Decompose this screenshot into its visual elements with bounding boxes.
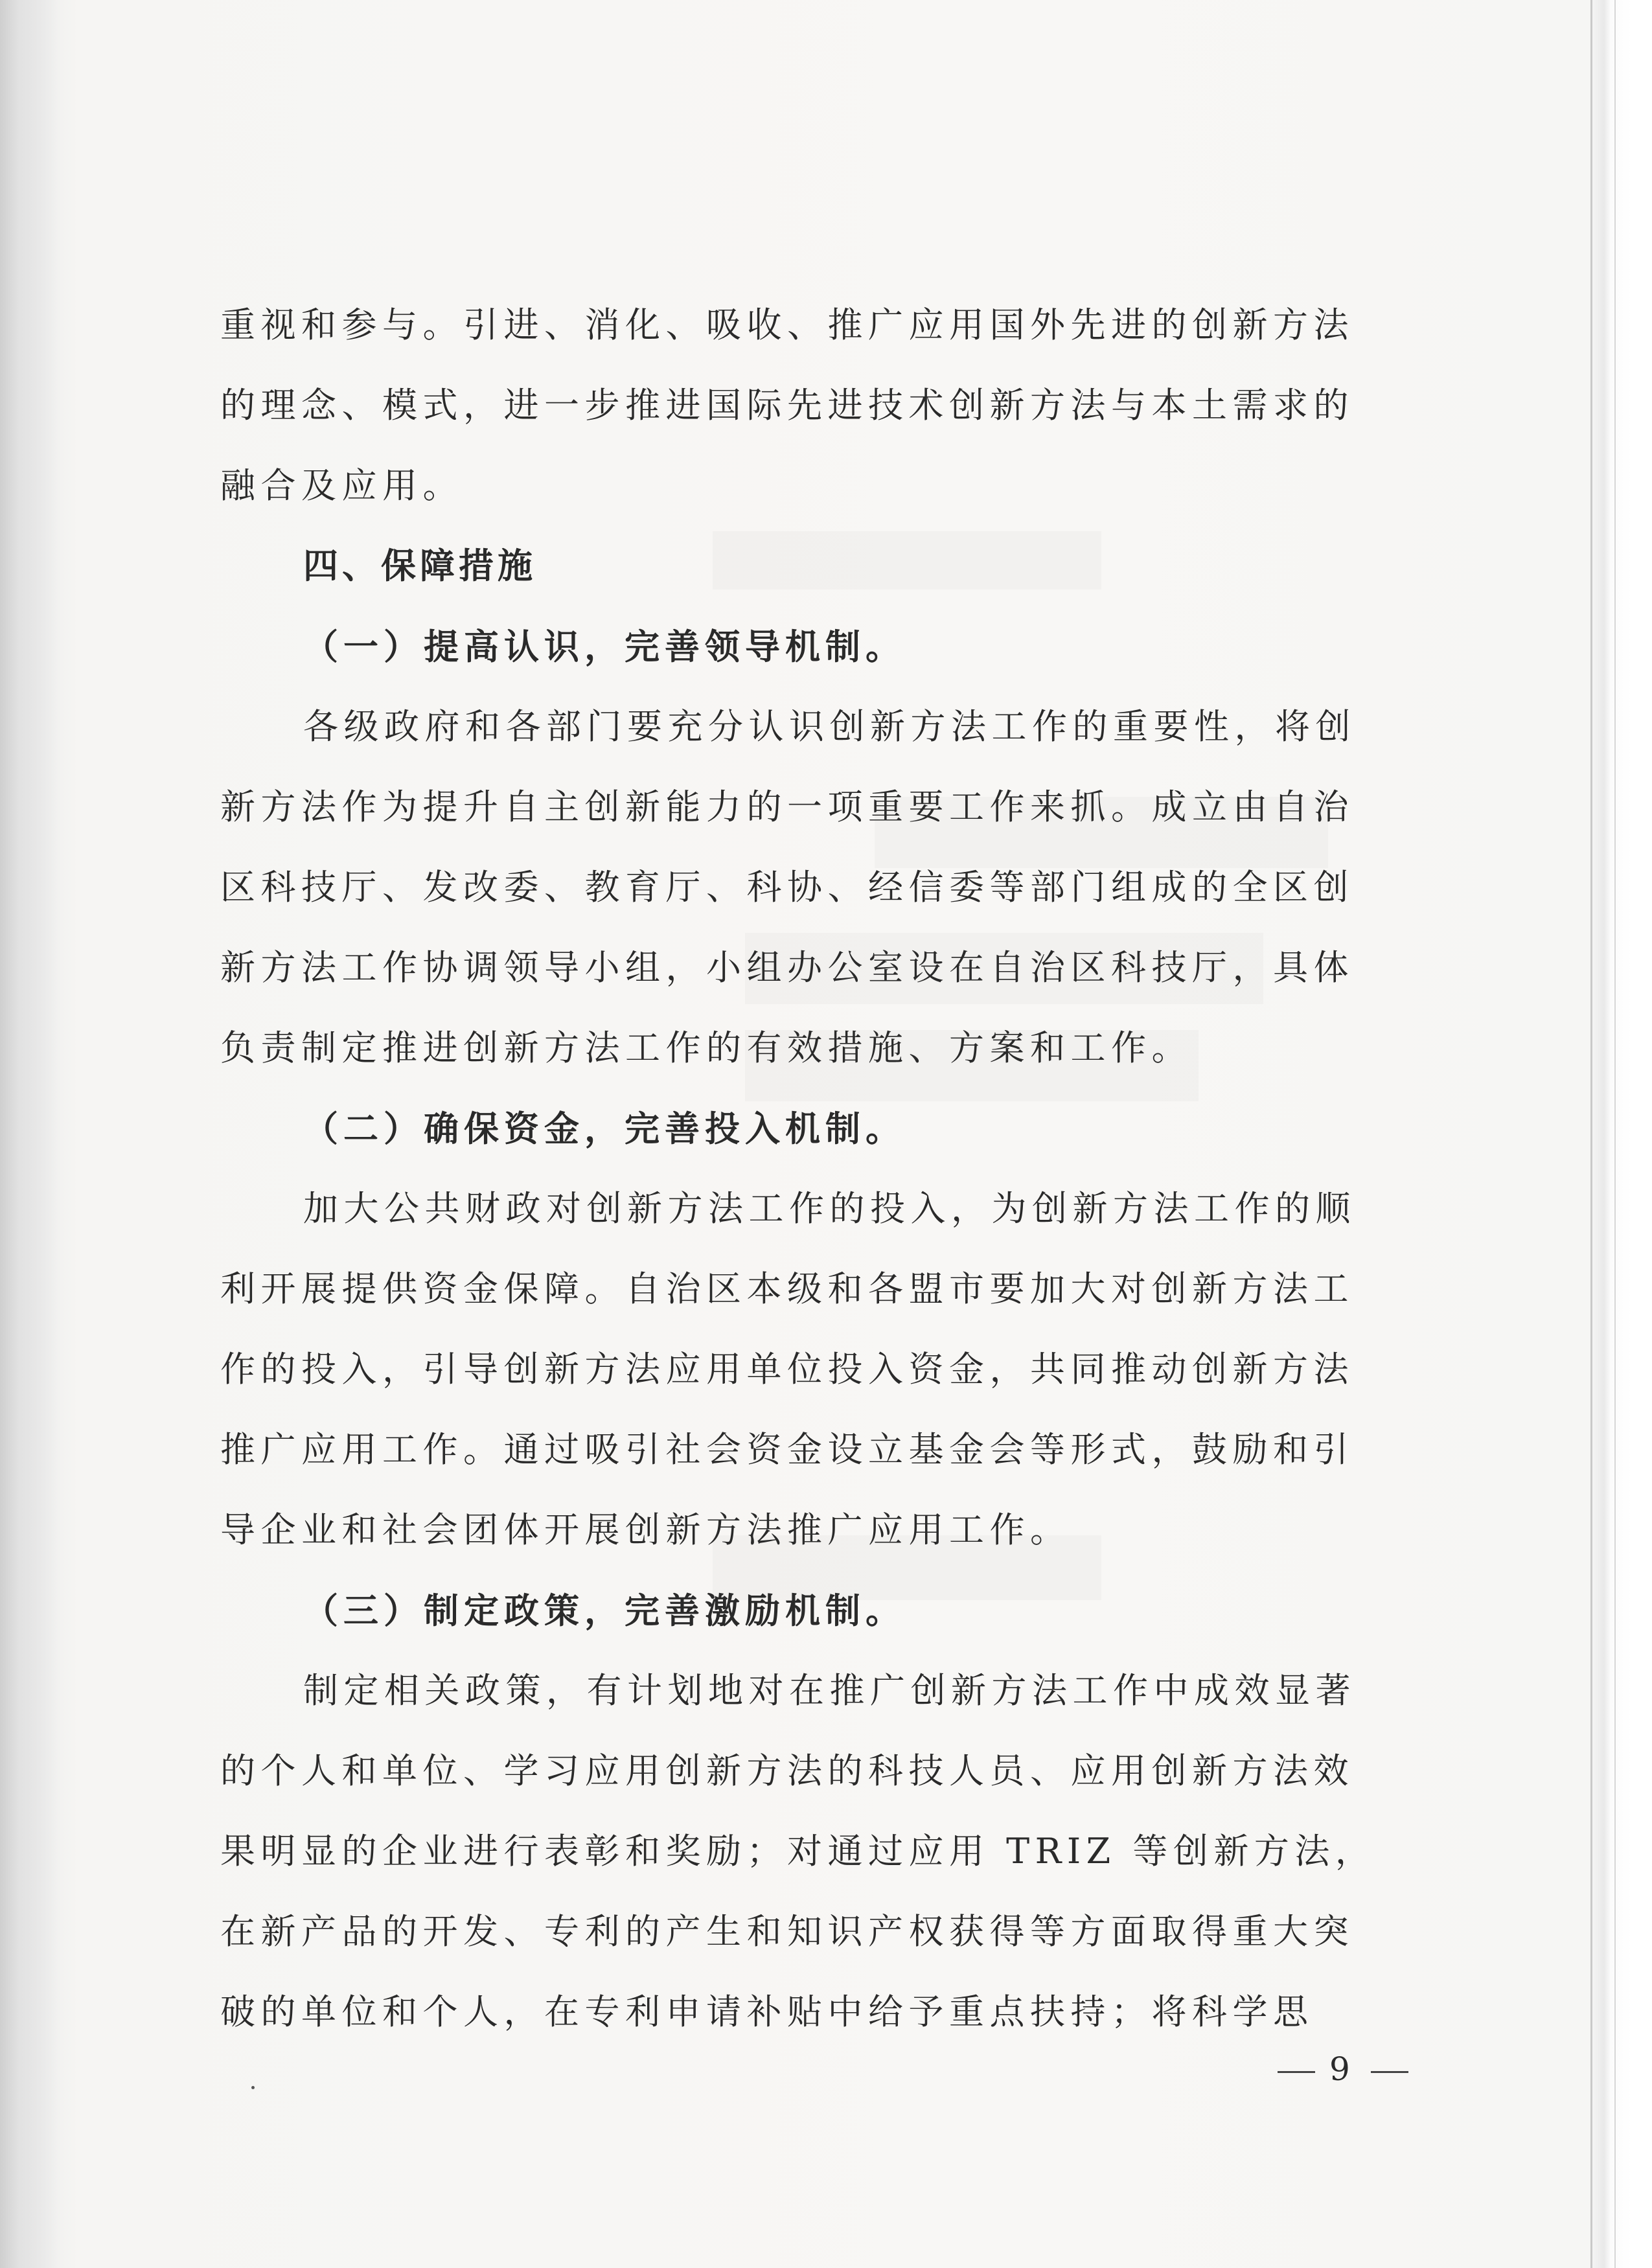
body-line: 导企业和社会团体开展创新方法推广应用工作。 [220, 1509, 1071, 1550]
body-line: 新方法作为提升自主创新能力的一项重要工作来抓。成立由自治 [220, 786, 1354, 827]
page-number-dash-left [1278, 2071, 1315, 2073]
body-line: 破的单位和个人，在专利申请补贴中给予重点扶持；将科学思 [220, 1991, 1314, 2032]
subsection-heading: （三）制定政策，完善激励机制。 [303, 1590, 906, 1631]
body-line: 利开展提供资金保障。自治区本级和各盟市要加大对创新方法工 [220, 1268, 1354, 1309]
subsection-heading: （二）确保资金，完善投入机制。 [303, 1108, 906, 1149]
body-line: 区科技厅、发改委、教育厅、科协、经信委等部门组成的全区创 [220, 867, 1354, 908]
page-right-edge [1590, 0, 1652, 2268]
body-line: 重视和参与。引进、消化、吸收、推广应用国外先进的创新方法 [220, 304, 1354, 345]
body-line: 负责制定推进创新方法工作的有效措施、方案和工作。 [220, 1027, 1192, 1068]
page-number-value: 9 [1329, 2050, 1357, 2088]
speck-mark [251, 2086, 255, 2089]
body-line: 新方法工作协调领导小组，小组办公室设在自治区科技厅，具体 [220, 947, 1354, 988]
body-line: 推广应用工作。通过吸引社会资金设立基金会等形式，鼓励和引 [220, 1429, 1354, 1470]
body-line: 加大公共财政对创新方法工作的投入，为创新方法工作的顺 [303, 1188, 1356, 1229]
page-binding-shadow [0, 0, 58, 2268]
page-number [1263, 2050, 1423, 2088]
body-line: 的个人和单位、学习应用创新方法的科技人员、应用创新方法效 [220, 1750, 1354, 1791]
body-line: 的理念、模式，进一步推进国际先进技术创新方法与本土需求的 [220, 385, 1354, 426]
body-line: 在新产品的开发、专利的产生和知识产权获得等方面取得重大突 [220, 1911, 1354, 1952]
body-line: 各级政府和各部门要充分认识创新方法工作的重要性，将创 [303, 706, 1356, 747]
section-heading: 四、保障措施 [303, 545, 536, 586]
page-number-dash-right [1371, 2071, 1408, 2073]
body-line: 果明显的企业进行表彰和奖励；对通过应用 TRIZ 等创新方法， [220, 1831, 1376, 1872]
document-body [220, 285, 1438, 2052]
body-line: 融合及应用。 [220, 465, 463, 506]
subsection-heading: （一）提高认识，完善领导机制。 [303, 626, 906, 667]
body-line: 制定相关政策，有计划地对在推广创新方法工作中成效显著 [303, 1670, 1356, 1711]
body-line: 作的投入，引导创新方法应用单位投入资金，共同推动创新方法 [220, 1349, 1354, 1390]
